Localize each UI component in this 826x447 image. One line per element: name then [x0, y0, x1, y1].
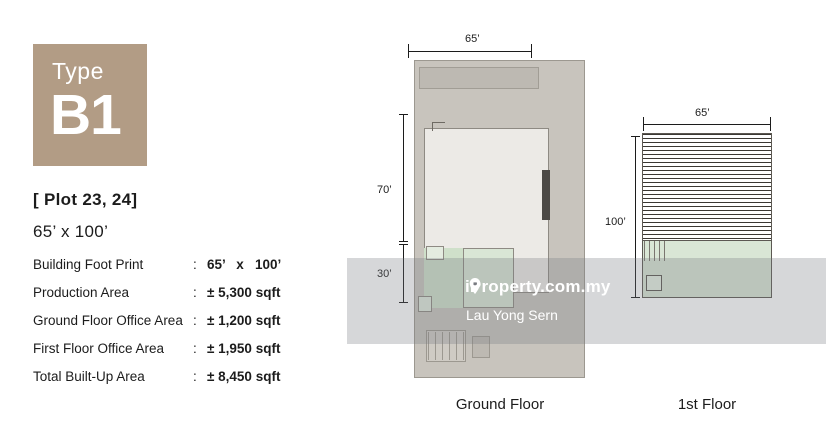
spec-row [33, 341, 333, 369]
first-height-label: 100’ [605, 216, 626, 228]
plot-label: [ Plot 23, 24] [33, 190, 138, 209]
plot-dimensions: 65’ x 100’ [33, 222, 109, 241]
dim-tick [643, 117, 644, 131]
first-width-dim-line [643, 124, 771, 125]
first-width-label: 65’ [695, 107, 710, 119]
spec-colon: : [193, 369, 197, 384]
spec-list [33, 257, 333, 397]
first-floor-void-hatch [643, 134, 771, 240]
ground-lower-height-label: 30’ [377, 268, 392, 280]
spec-row [33, 369, 333, 397]
dim-tick [408, 44, 409, 58]
spec-row [33, 257, 333, 285]
ground-floor-top-strip [419, 67, 539, 89]
ground-width-label: 65’ [465, 33, 480, 45]
spec-value: ± 1,200 sqft [207, 313, 281, 328]
spec-row [33, 285, 333, 313]
ground-floor-caption: Ground Floor [455, 396, 545, 413]
ground-width-dim-line [408, 51, 532, 52]
dim-tick [770, 117, 771, 131]
watermark-brand: iProperty.com.my [465, 277, 611, 296]
dim-tick [531, 44, 532, 58]
spec-colon: : [193, 257, 197, 272]
spec-value: ± 1,950 sqft [207, 341, 281, 356]
watermark-agent: Lau Yong Sern [466, 307, 558, 323]
spec-label: Total Built-Up Area [33, 369, 145, 384]
first-floor-caption: 1st Floor [677, 396, 737, 413]
watermark-band [347, 258, 826, 344]
spec-label: Production Area [33, 285, 130, 300]
spec-label: Ground Floor Office Area [33, 313, 183, 328]
dim-tick [399, 241, 408, 242]
ground-upper-dim-line [403, 114, 404, 241]
spec-colon: : [193, 285, 197, 300]
plan-area [347, 0, 826, 447]
dim-tick [631, 136, 640, 137]
info-panel [0, 0, 348, 447]
spec-value: 65’ x 100’ [207, 257, 282, 272]
dim-tick [399, 244, 408, 245]
dim-tick [399, 114, 408, 115]
spec-value: ± 8,450 sqft [207, 369, 281, 384]
ground-upper-height-label: 70’ [377, 184, 392, 196]
type-badge-code: B1 [50, 83, 121, 147]
spec-label: Building Foot Print [33, 257, 144, 272]
spec-row [33, 313, 333, 341]
spec-label: First Floor Office Area [33, 341, 165, 356]
type-badge [33, 44, 147, 166]
spec-colon: : [193, 341, 197, 356]
type-badge-word: Type [52, 58, 104, 84]
spec-value: ± 5,300 sqft [207, 285, 281, 300]
ground-floor-right-wall-opening [542, 170, 550, 220]
spec-colon: : [193, 313, 197, 328]
door-marker-icon [432, 122, 445, 131]
